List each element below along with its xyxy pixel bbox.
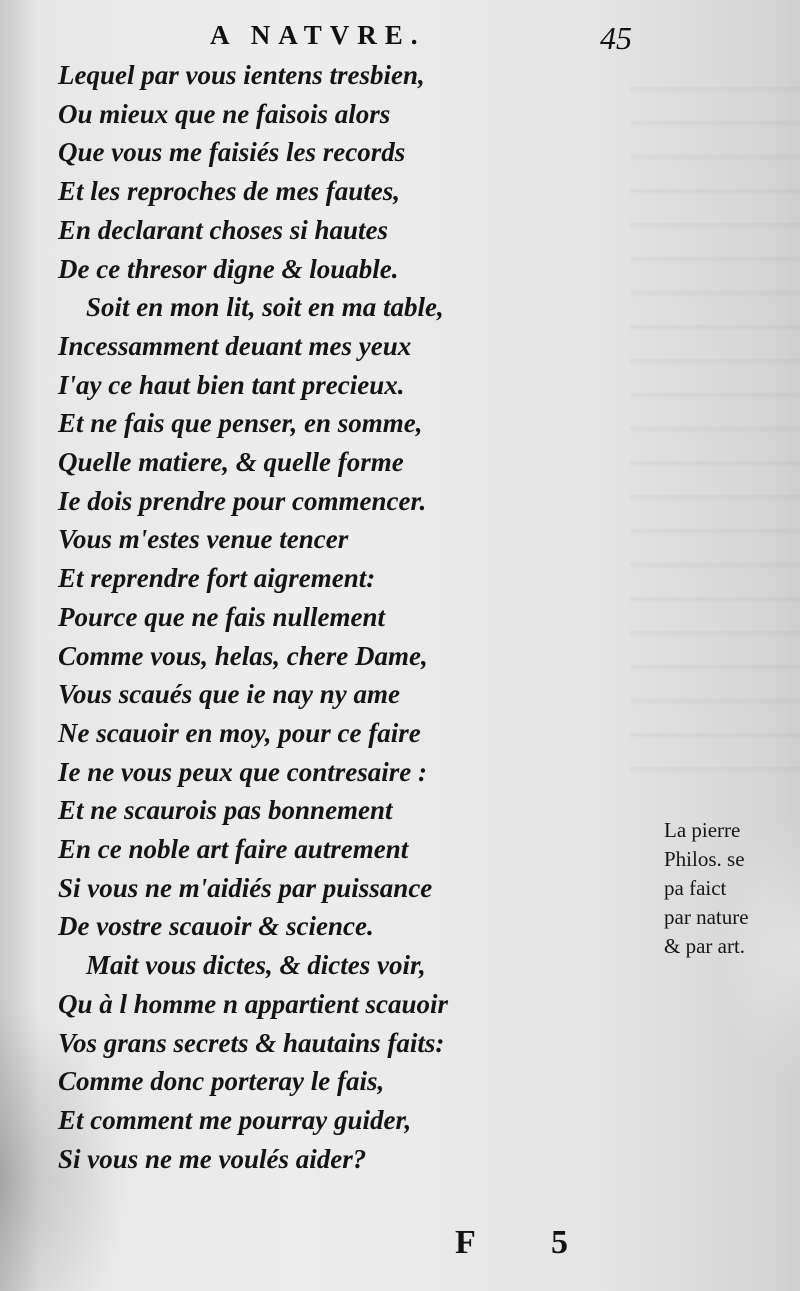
verse-line: Ne scauoir en moy, pour ce faire — [58, 717, 421, 748]
verse-line: Lequel par vous ientens tresbien, — [58, 60, 425, 90]
verse-line: Mait vous dictes, & dictes voir, — [86, 950, 426, 981]
verse-line: Vos grans secrets & hautains faits: — [58, 1027, 445, 1058]
verse-line: I'ay ce haut bien tant precieux. — [58, 369, 405, 400]
verse-line: Comme donc porteray le fais, — [58, 1066, 385, 1097]
margin-note-line: Philos. se — [664, 847, 745, 871]
verse-line: Quelle matiere, & quelle forme — [58, 447, 404, 478]
verse-line: Si vous ne m'aidiés par puissance — [58, 872, 433, 903]
margin-note — [664, 816, 749, 961]
verse-line: Comme vous, helas, chere Dame, — [58, 640, 428, 671]
verse-line: Et ne fais que penser, en somme, — [58, 408, 423, 439]
verse-line: Vous scaués que ie nay ny ame — [58, 679, 401, 710]
verse-line: Et comment me pourray guider, — [58, 1104, 412, 1135]
margin-note-line: & par art. — [664, 934, 746, 958]
running-title: A NATVRE. — [210, 20, 426, 50]
verse-line: Et les reproches de mes fautes, — [58, 176, 400, 207]
verse-line: Pource que ne fais nullement — [58, 601, 386, 632]
verse-line: En ce noble art faire autrement — [58, 834, 409, 865]
margin-note-line: pa faict — [664, 876, 727, 900]
margin-note-line: par nature — [664, 905, 749, 929]
page-number: 45 — [600, 20, 632, 56]
verse-line: Ie dois prendre pour commencer. — [58, 485, 427, 516]
verse-line: Soit en mon lit, soit en ma table, — [86, 292, 444, 323]
verse-line: Incessamment deuant mes yeux — [58, 330, 412, 361]
verse-line: Et ne scaurois pas bonnement — [58, 795, 393, 826]
verse-line: Si vous ne me voulés aider? — [58, 1143, 367, 1174]
verse-line: Et reprendre fort aigrement: — [58, 563, 376, 594]
verse-line: De vostre scauoir & science. — [58, 911, 374, 942]
verse-line: Qu à l homme n appartient scauoir — [58, 988, 449, 1019]
verse-line: En declarant choses si hautes — [58, 214, 389, 245]
verse-line: De ce thresor digne & louable. — [58, 253, 399, 284]
margin-note-line: La pierre — [664, 818, 741, 842]
verse-line: Vous m'estes venue tencer — [58, 524, 349, 555]
show-through-texture — [630, 60, 800, 780]
verse-line: Ie ne vous peux que contresaire : — [58, 756, 427, 787]
signature-mark: F 5 — [455, 1224, 603, 1261]
verse-line: Que vous me faisiés les records — [58, 137, 406, 168]
verse-line: Ou mieux que ne faisois alors — [58, 98, 391, 129]
verse-text — [58, 56, 588, 1178]
